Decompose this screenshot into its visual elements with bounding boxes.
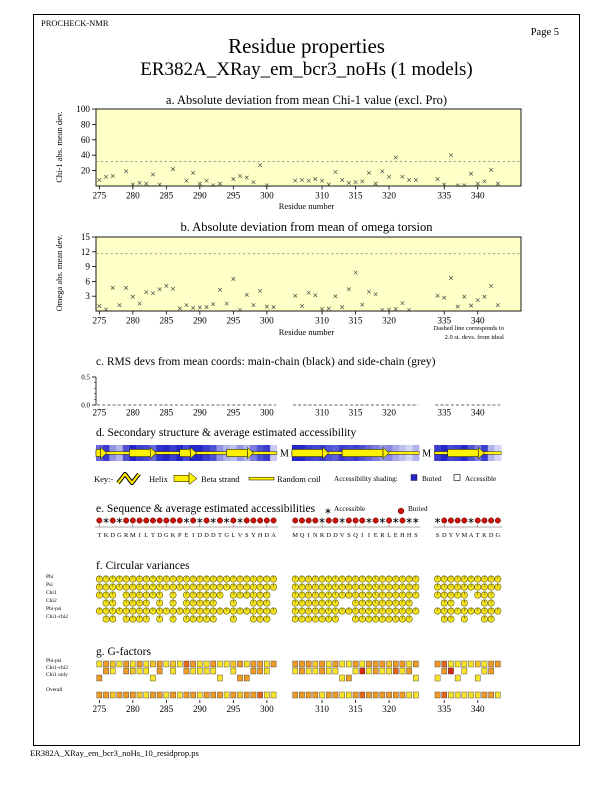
svg-text:S: S — [347, 532, 351, 539]
key-coil-label: Random coil — [277, 474, 321, 484]
panel-a-plot — [76, 104, 521, 201]
svg-text:320: 320 — [382, 190, 396, 201]
svg-text:310: 310 — [315, 190, 329, 201]
key-strand-label: Beta strand — [201, 474, 240, 484]
svg-text:I: I — [367, 532, 371, 539]
doc-subtitle: ER382A_XRay_em_bcr3_noHs (1 models) — [140, 59, 473, 80]
panel-a-ylabel: Chi-1 abs. mean dev. — [54, 111, 64, 183]
svg-text:340: 340 — [470, 704, 485, 714]
svg-text:275: 275 — [92, 407, 107, 418]
svg-text:V: V — [237, 532, 243, 539]
svg-text:335: 335 — [437, 315, 452, 326]
svg-text:6: 6 — [85, 276, 90, 287]
svg-text:295: 295 — [226, 407, 241, 418]
svg-text:285: 285 — [159, 407, 174, 418]
key-shading-label: Accessibility shading: — [334, 475, 398, 483]
svg-text:D: D — [197, 532, 203, 539]
svg-text:335: 335 — [437, 704, 452, 714]
svg-text:300: 300 — [259, 407, 274, 418]
svg-text:I: I — [307, 532, 310, 539]
svg-text:335: 335 — [437, 190, 452, 201]
panel-a-title: a. Absolute deviation from mean Chi-1 value (excl. Pro) — [165, 93, 448, 107]
g-row-label-phi-psi: Phi-psi — [46, 658, 62, 664]
svg-text:L: L — [231, 532, 236, 539]
svg-text:V: V — [455, 532, 460, 539]
f-row-label-chi1-chi2: Chi1-chi2 — [46, 614, 68, 620]
e-legend-accessible: Accessible — [334, 505, 366, 513]
svg-text:K: K — [482, 532, 487, 539]
doc-title: Residue properties — [228, 34, 385, 58]
svg-text:315: 315 — [348, 190, 363, 201]
panel-b-note-line1: Dashed line corresponds to — [433, 325, 504, 332]
panel-f-title: f. Circular variances — [96, 560, 190, 572]
svg-text:285: 285 — [159, 315, 174, 326]
f-row-label-phi-psi: Phi-psi — [46, 606, 62, 612]
svg-text:300: 300 — [259, 190, 274, 201]
panel-b-plot — [81, 232, 521, 326]
svg-text:M: M — [461, 532, 468, 539]
svg-text:G: G — [224, 532, 229, 539]
svg-text:295: 295 — [226, 190, 241, 201]
svg-text:R: R — [380, 532, 385, 539]
svg-text:T: T — [150, 532, 155, 539]
svg-text:20: 20 — [80, 165, 90, 176]
panel-b-ylabel: Omega abs. mean dev. — [54, 234, 64, 312]
filename-footer: ER382A_XRay_em_bcr3_noHs_10_residprop.ps — [30, 748, 199, 758]
svg-text:D: D — [210, 532, 216, 539]
svg-text:285: 285 — [159, 704, 174, 714]
key-buried-label: Buried — [422, 475, 442, 483]
panel-c-plot — [81, 374, 500, 418]
svg-text:E: E — [393, 532, 398, 539]
svg-text:S: S — [414, 532, 418, 539]
g-row-label-chi1-only: Chi1 only — [46, 672, 68, 678]
svg-text:Y: Y — [251, 532, 256, 539]
f-row-label-psi: Psi — [46, 582, 53, 588]
svg-text:280: 280 — [125, 190, 140, 201]
svg-text:Q: Q — [353, 532, 358, 539]
f-row-label-phi: Phi — [46, 574, 54, 580]
svg-text:D: D — [326, 532, 332, 539]
svg-text:S: S — [244, 532, 249, 539]
svg-text:V: V — [339, 532, 345, 539]
panel-d-title: d. Secondary structure & average estimated accessibility — [96, 427, 357, 439]
svg-text:M: M — [422, 448, 432, 460]
svg-text:D: D — [204, 532, 209, 539]
svg-text:275: 275 — [92, 315, 107, 326]
svg-text:G: G — [495, 532, 501, 539]
svg-text:320: 320 — [382, 315, 396, 326]
svg-text:T: T — [217, 532, 222, 539]
key-label: Key:- — [94, 474, 114, 484]
svg-text:L: L — [144, 532, 149, 539]
svg-text:15: 15 — [80, 232, 90, 242]
figure-graphics — [34, 15, 579, 745]
svg-text:K: K — [170, 532, 176, 539]
svg-text:295: 295 — [226, 704, 241, 714]
svg-text:340: 340 — [470, 190, 485, 201]
svg-text:I: I — [192, 532, 195, 539]
svg-text:M: M — [279, 448, 289, 460]
svg-text:E: E — [373, 532, 378, 539]
svg-text:80: 80 — [80, 119, 90, 130]
svg-text:I: I — [361, 532, 364, 539]
panel-c-title: c. RMS devs from mean coords: main-chain (black) and side-chain (grey) — [96, 356, 436, 368]
svg-text:T: T — [475, 532, 480, 539]
svg-text:D: D — [264, 532, 270, 539]
e-legend-buried: Buried — [408, 505, 428, 513]
svg-text:P: P — [177, 532, 182, 539]
key-accessible-label: Accessible — [465, 475, 497, 483]
svg-text:R: R — [319, 532, 325, 539]
svg-text:290: 290 — [192, 315, 207, 326]
panel-f-variances — [96, 576, 501, 622]
svg-text:12: 12 — [80, 246, 90, 257]
svg-text:300: 300 — [259, 315, 274, 326]
f-row-label-chi1: Chi1 — [46, 590, 57, 596]
svg-text:295: 295 — [226, 315, 241, 326]
page-number: Page 5 — [530, 27, 559, 38]
svg-text:D: D — [488, 532, 494, 539]
app-title: PROCHECK-NMR — [41, 18, 109, 28]
g-row-label-overall: Overall — [46, 687, 63, 693]
svg-text:3: 3 — [85, 291, 90, 302]
panel-b-note-line2: 2.0 st. devs. from ideal — [444, 334, 504, 341]
svg-text:285: 285 — [159, 190, 174, 201]
svg-text:H: H — [406, 532, 412, 539]
svg-text:A: A — [271, 532, 276, 539]
svg-text:T: T — [97, 532, 102, 539]
svg-text:D: D — [110, 532, 116, 539]
g-row-label-chi1-chi2: Chi1-chi2 — [46, 665, 68, 671]
svg-text:60: 60 — [80, 134, 90, 145]
svg-text:340: 340 — [470, 407, 485, 418]
svg-text:290: 290 — [192, 190, 207, 201]
svg-text:R: R — [124, 532, 129, 539]
svg-text:275: 275 — [92, 704, 107, 714]
svg-text:100: 100 — [76, 104, 90, 114]
svg-text:N: N — [313, 532, 318, 539]
panel-e-title: e. Sequence & average estimated accessibilities — [96, 503, 316, 515]
panel-b-title: b. Absolute deviation from mean of omega torsion — [180, 220, 433, 234]
svg-text:G: G — [164, 532, 169, 539]
svg-text:290: 290 — [192, 407, 207, 418]
svg-text:A: A — [468, 532, 474, 539]
svg-text:D: D — [157, 532, 162, 539]
svg-text:280: 280 — [125, 315, 140, 326]
svg-text:Q: Q — [299, 532, 305, 539]
svg-text:310: 310 — [315, 407, 329, 418]
svg-text:300: 300 — [259, 704, 274, 714]
svg-text:E: E — [184, 532, 189, 539]
svg-text:M: M — [130, 532, 136, 539]
svg-text:D: D — [441, 532, 447, 539]
svg-text:275: 275 — [92, 190, 107, 201]
svg-text:280: 280 — [125, 407, 140, 418]
svg-text:K: K — [103, 532, 109, 539]
svg-text:H: H — [400, 532, 405, 539]
svg-text:Y: Y — [448, 532, 454, 539]
svg-text:D: D — [333, 532, 338, 539]
svg-text:I: I — [138, 532, 141, 539]
svg-text:315: 315 — [348, 704, 363, 714]
svg-text:280: 280 — [125, 704, 140, 714]
key-helix-label: Helix — [149, 474, 168, 484]
panel-g-gfactors — [92, 661, 500, 714]
f-row-label-chi2: Chi2 — [46, 598, 57, 604]
svg-text:G: G — [117, 532, 122, 539]
panel-b-xlabel: Residue number — [278, 327, 335, 337]
svg-text:0.0: 0.0 — [81, 401, 90, 410]
svg-text:310: 310 — [315, 315, 329, 326]
svg-text:320: 320 — [382, 704, 396, 714]
svg-text:S: S — [435, 532, 440, 539]
panel-g-title: g. G-factors — [96, 646, 151, 658]
svg-text:9: 9 — [85, 261, 90, 272]
svg-text:335: 335 — [437, 407, 452, 418]
svg-text:320: 320 — [382, 407, 396, 418]
svg-text:0.5: 0.5 — [81, 373, 90, 382]
svg-text:L: L — [387, 532, 392, 539]
svg-text:40: 40 — [80, 150, 90, 161]
svg-text:315: 315 — [348, 407, 363, 418]
svg-text:290: 290 — [192, 704, 207, 714]
svg-text:M: M — [292, 532, 299, 539]
page-border-frame — [33, 14, 580, 746]
svg-text:H: H — [257, 532, 263, 539]
svg-text:315: 315 — [348, 315, 363, 326]
svg-text:310: 310 — [315, 704, 329, 714]
panel-a-xlabel: Residue number — [278, 201, 335, 211]
svg-text:340: 340 — [470, 315, 485, 326]
